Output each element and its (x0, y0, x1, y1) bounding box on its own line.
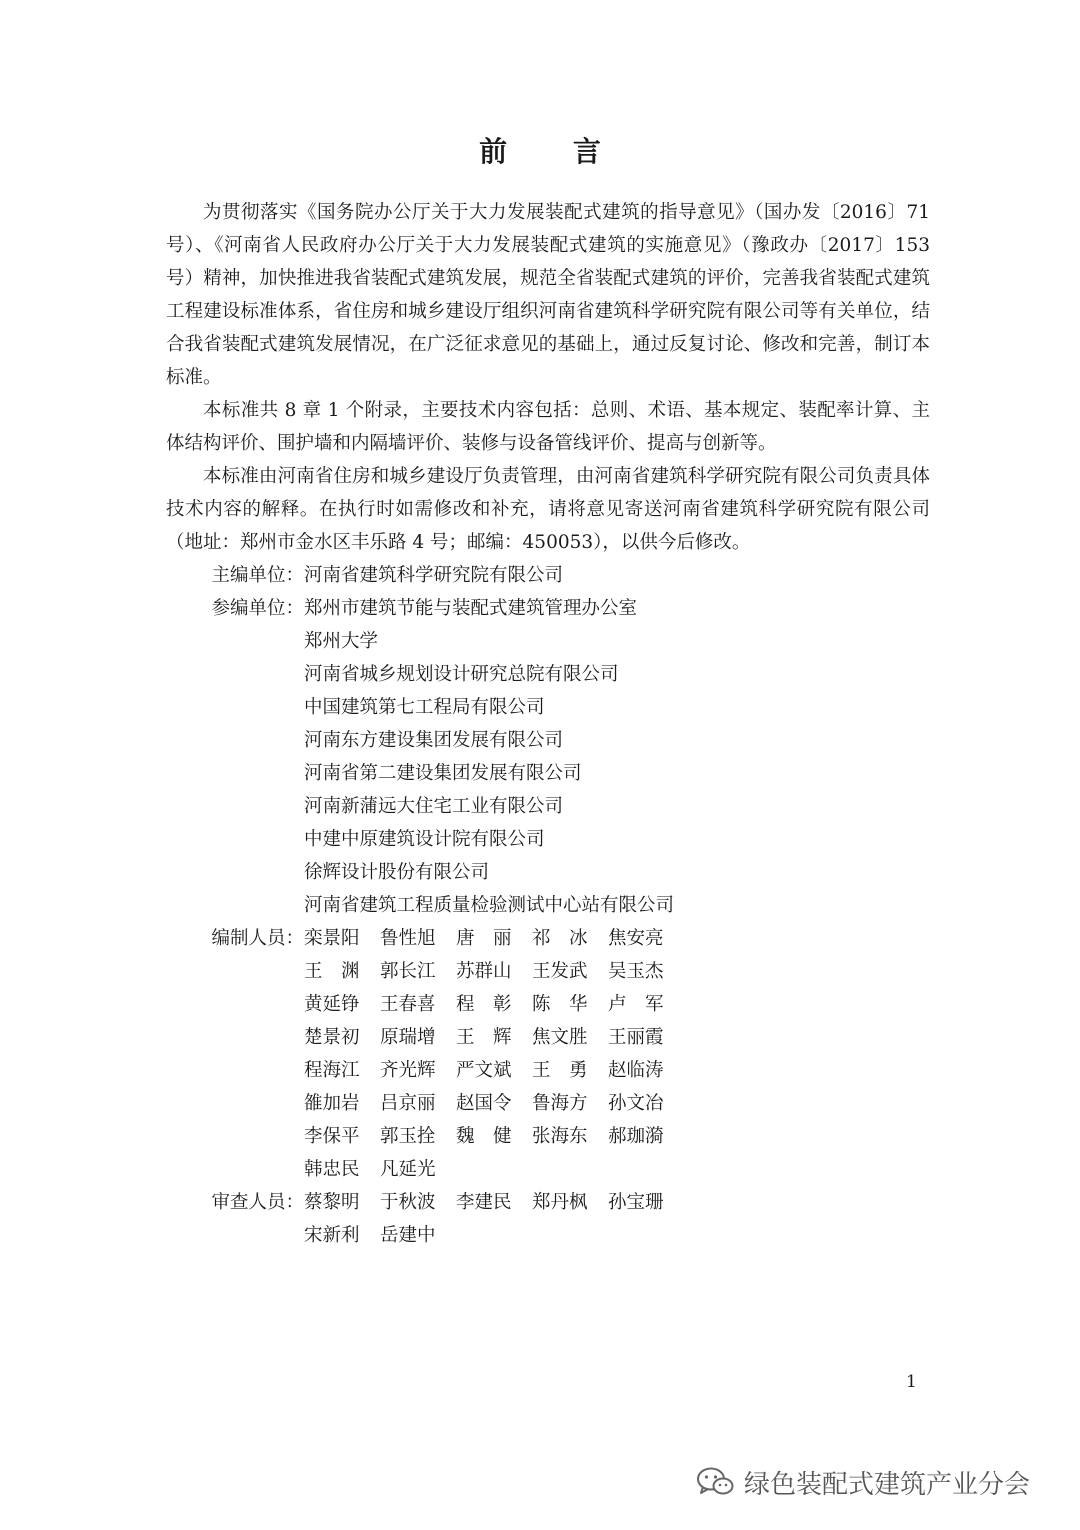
person-name: 黄延铮 (304, 994, 360, 1015)
participating-unit: 中国建筑第七工程局有限公司 (304, 697, 545, 718)
person-name: 程海江 (304, 1060, 360, 1081)
person-name: 原瑞增 (380, 1027, 436, 1048)
reviewers-row (166, 1219, 930, 1252)
person-name: 韩忠民 (304, 1159, 360, 1180)
document-body (166, 196, 930, 1252)
person-name: 王丽霞 (608, 1027, 664, 1048)
person-name: 卢 军 (608, 994, 664, 1015)
person-name: 栾景阳 (304, 928, 360, 949)
editors-row (166, 1087, 930, 1120)
reviewers-row (166, 1186, 930, 1219)
participating-unit: 河南省城乡规划设计研究总院有限公司 (304, 664, 619, 685)
participating-unit-row (166, 658, 930, 691)
reviewers-names (304, 1219, 456, 1252)
person-name: 王春喜 (380, 994, 436, 1015)
person-name: 苏群山 (456, 961, 512, 982)
person-name: 赵临涛 (608, 1060, 664, 1081)
editors-label-spacer (166, 1054, 304, 1087)
participating-unit-row (166, 691, 930, 724)
person-name: 王 渊 (304, 961, 360, 982)
person-name: 雒加岩 (304, 1093, 360, 1114)
editors-names (304, 922, 684, 955)
person-name: 祁 冰 (532, 928, 588, 949)
participating-unit: 徐辉设计股份有限公司 (304, 862, 490, 883)
person-name: 郑丹枫 (532, 1192, 588, 1213)
person-name: 吕京丽 (380, 1093, 436, 1114)
person-name: 张海东 (532, 1126, 588, 1147)
person-name: 宋新利 (304, 1225, 360, 1246)
person-name: 赵国令 (456, 1093, 512, 1114)
participating-unit: 郑州市建筑节能与装配式建筑管理办公室 (304, 598, 638, 619)
person-name: 焦安亮 (608, 928, 664, 949)
person-name: 王 辉 (456, 1027, 512, 1048)
person-name: 蔡黎明 (304, 1192, 360, 1213)
person-name: 唐 丽 (456, 928, 512, 949)
person-name: 楚景初 (304, 1027, 360, 1048)
person-name: 郭玉拴 (380, 1126, 436, 1147)
participating-unit: 河南省建筑工程质量检验测试中心站有限公司 (304, 895, 675, 916)
editors-names (304, 1087, 684, 1120)
participating-unit-row (166, 625, 930, 658)
editors-names (304, 1021, 684, 1054)
person-name: 李建民 (456, 1192, 512, 1213)
paragraph-3: 本标准由河南省住房和城乡建设厅负责管理，由河南省建筑科学研究院有限公司负责具体技术内容的解释。在执行时如需修改和补充，请将意见寄送河南省建筑科学研究院有限公司（地址：郑州市金水区丰乐路 4 号；邮编：450053），以供今后修改。 (166, 466, 930, 553)
participating-unit-row (166, 724, 930, 757)
person-name: 吴玉杰 (608, 961, 664, 982)
person-name: 陈 华 (532, 994, 588, 1015)
editors-label-spacer (166, 1021, 304, 1054)
chief-unit-label: 主编单位： (211, 565, 304, 586)
participating-unit: 中建中原建筑设计院有限公司 (304, 829, 545, 850)
editors-row (166, 1153, 930, 1186)
person-name: 岳建中 (380, 1225, 436, 1246)
watermark-text: 绿色装配式建筑产业分会 (744, 1469, 1031, 1500)
person-name: 郭长江 (380, 961, 436, 982)
participating-unit-row (166, 889, 930, 922)
reviewers-label-spacer (166, 1219, 304, 1252)
chief-unit-row (166, 559, 930, 592)
page-title: 前 言 (479, 135, 629, 168)
reviewers-names (304, 1186, 684, 1219)
participating-unit-row (166, 757, 930, 790)
participating-unit: 河南新蒲远大住宅工业有限公司 (304, 796, 564, 817)
editors-label: 编制人员： (211, 928, 304, 949)
editors-label-spacer (166, 988, 304, 1021)
participating-unit-row (166, 790, 930, 823)
editors-row (166, 988, 930, 1021)
editors-names (304, 1153, 456, 1186)
person-name: 孙文冶 (608, 1093, 664, 1114)
wechat-icon (696, 1466, 734, 1498)
participating-unit: 河南东方建设集团发展有限公司 (304, 730, 564, 751)
person-name: 李保平 (304, 1126, 360, 1147)
person-name: 程 彰 (456, 994, 512, 1015)
editors-names (304, 1054, 684, 1087)
page-number: 1 (906, 1372, 917, 1392)
person-name: 凡延光 (380, 1159, 436, 1180)
person-name: 孙宝珊 (608, 1192, 664, 1213)
reviewers-label: 审查人员： (211, 1192, 304, 1213)
editors-label-spacer (166, 955, 304, 988)
editors-label-spacer (166, 1087, 304, 1120)
reviewers-list (166, 1186, 930, 1252)
participating-unit: 河南省第二建设集团发展有限公司 (304, 763, 582, 784)
participating-unit: 郑州大学 (304, 631, 379, 652)
person-name: 魏 健 (456, 1126, 512, 1147)
person-name: 严文斌 (456, 1060, 512, 1081)
editors-label-spacer (166, 1120, 304, 1153)
person-name: 于秋波 (380, 1192, 436, 1213)
participating-unit-row (166, 592, 930, 625)
editors-row (166, 955, 930, 988)
watermark (696, 1462, 1030, 1502)
paragraph-1: 为贯彻落实《国务院办公厅关于大力发展装配式建筑的指导意见》（国办发〔2016〕71号）、《河南省人民政府办公厅关于大力发展装配式建筑的实施意见》（豫政办〔2017〕153号）精神，加快推进我省装配式建筑发展，规范全省装配式建筑的评价，完善我省装配式建筑工程建设标准体系，省住房和城乡建设厅组织河南省建筑科学研究院有限公司等有关单位，结合我省装配式建筑发展情况，在广泛征求意见的基础上，通过反复讨论、修改和完善，制订本标准。 (166, 202, 930, 388)
chief-unit-value: 河南省建筑科学研究院有限公司 (304, 565, 564, 586)
person-name: 焦文胜 (532, 1027, 588, 1048)
person-name: 郝珈漪 (608, 1126, 664, 1147)
person-name: 王 勇 (532, 1060, 588, 1081)
editors-label-spacer (166, 1153, 304, 1186)
participating-unit-row (166, 823, 930, 856)
editors-list (166, 922, 930, 1186)
editors-row (166, 1120, 930, 1153)
editors-row (166, 1054, 930, 1087)
person-name: 齐光辉 (380, 1060, 436, 1081)
editors-names (304, 988, 684, 1021)
editors-row (166, 1021, 930, 1054)
person-name: 鲁海方 (532, 1093, 588, 1114)
person-name: 鲁性旭 (380, 928, 436, 949)
editors-row (166, 922, 930, 955)
person-name: 王发武 (532, 961, 588, 982)
participating-units-label: 参编单位： (211, 598, 304, 619)
participating-unit-row (166, 856, 930, 889)
editors-names (304, 955, 684, 988)
paragraph-2: 本标准共 8 章 1 个附录，主要技术内容包括：总则、术语、基本规定、装配率计算、主体结构评价、围护墙和内隔墙评价、装修与设备管线评价、提高与创新等。 (166, 400, 930, 454)
editors-names (304, 1120, 684, 1153)
